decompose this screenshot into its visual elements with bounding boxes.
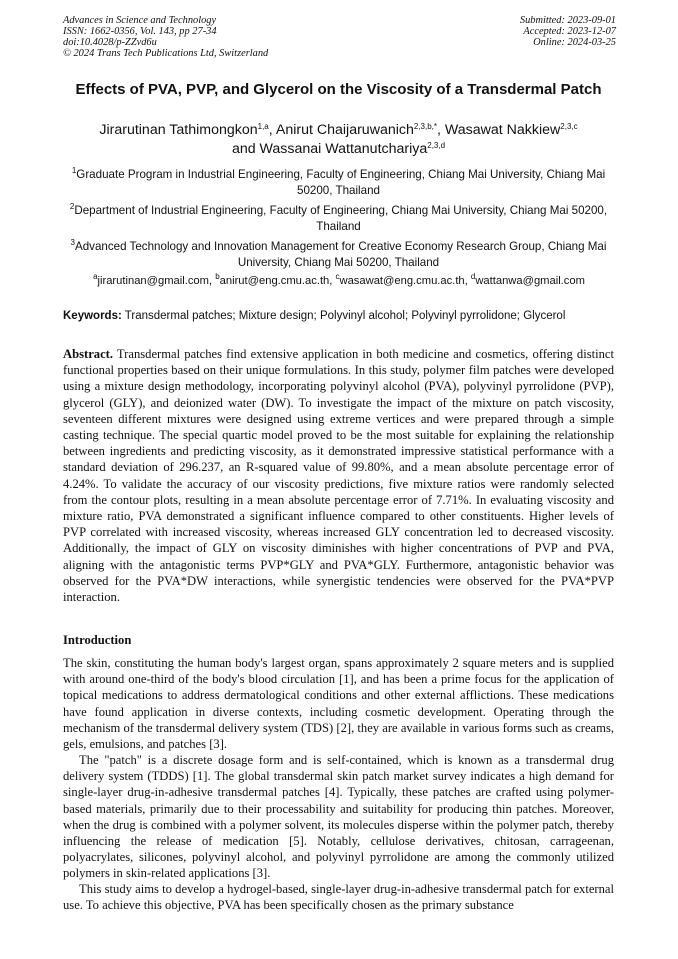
author-name: Jirarutinan Tathimongkon: [99, 122, 258, 138]
accepted-date: Accepted: 2023-12-07: [523, 26, 616, 37]
affiliation-number: 1: [71, 166, 77, 175]
email-superscript: d: [470, 272, 476, 281]
email-superscript: c: [335, 272, 340, 281]
author-superscript: 2,3,c: [560, 122, 578, 131]
author-separator: ,: [437, 122, 445, 138]
affiliation-number: 3: [70, 238, 75, 247]
affiliation-1: [62, 167, 615, 198]
author-name: Wasawat Nakkiew: [444, 122, 561, 138]
introduction-paragraph-2: The "patch" is a discrete dosage form and is self-contained, which is known as a transdermal drug delivery system (TDDS) [1]. The global transdermal skin patch market survey indicates a high demand for single-layer drug-in-adhesive transdermal patches [4]. Typically, these patches are crafted using polymer-based materials, primarily due to their processability and suitability for producing thin patches. Moreover, when the drug is combined with a polymer solvent, its molecules disperse within the polymer patch, thereby influencing the release of medication [5]. Notably, cellulose derivatives, chitosan, carrageenan, polyacrylates, silicones, polyvinyl alcohol, and polyvinyl pyrrolidone are among the commonly utilized polymers in skin-related applications [3].: [63, 753, 614, 881]
doi-line: doi:10.4028/p-ZZvd6u: [63, 37, 157, 48]
email-address[interactable]: wasawat@eng.cmu.ac.th,: [339, 275, 471, 287]
introduction-paragraph-1: The skin, constituting the human body's largest organ, spans approximately 2 square meters and is supplied with around one-third of the body's blood circulation [1], and has been a prime focus for the application of topical medications to address dermatological conditions and other external afflictions. These medications have found application in diverse contexts, including cosmetic development. Operating through the mechanism of the transdermal delivery system (TDS) [2], they are available in various forms such as creams, gels, emulsions, and patches [3].: [63, 656, 614, 752]
email-superscript: b: [215, 272, 220, 281]
introduction-paragraph-3: This study aims to develop a hydrogel-based, single-layer drug-in-adhesive transdermal patch for external use. To achieve this objective, PVA has been specifically chosen as the primary substance: [63, 882, 614, 913]
email-address[interactable]: wattanwa@gmail.com: [475, 275, 585, 287]
issn-line: ISSN: 1662-0356, Vol. 143, pp 27-34: [63, 26, 217, 37]
affiliation-2: [62, 203, 615, 234]
author-superscript: 2,3,b,*: [413, 122, 438, 131]
abstract-text: Transdermal patches find extensive application in both medicine and cosmetics, offering distinct functional properties based on their unique formulations. In this study, polymer film patches were developed using a mixture design methodology, incorporating polyvinyl alcohol (PVA), polyvinyl pyrrolidone (PVP), glycerol (GLY), and deionized water (DW). To investigate the impact of the mixture on patch viscosity, seventeen different mixtures were designed using extreme vertices and were prepared through a simple casting technique. The special quartic model proved to be the most suitable for explaining the relationship between ingredients and predicting viscosity, as it demonstrated impressive statistical performance with a standard deviation of 296.237, an R-squared value of 99.80%, and a mean absolute percentage error of 4.24%. To validate the accuracy of our viscosity predictions, five mixture ratios were randomly selected from the contour plots, resulting in a mean absolute percentage error of 7.71%. In evaluating viscosity and mixture ratio, PVA demonstrated a significant influence compared to other constituents. Higher levels of PVP correlated with increased viscosity, whereas increased GLY concentration led to decreased viscosity. Additionally, the impact of GLY on viscosity diminishes with higher concentrations of PVP and PVA, aligning with the antagonistic terms PVP*GLY and PVA*GLY. Furthermore, antagonistic behavior was observed for the PVA*DW interactions, while synergistic tendencies were observed for the PVA*PVP interaction.: [63, 347, 614, 605]
affiliation-3: [62, 239, 615, 270]
affiliation-text: Advanced Technology and Innovation Management for Creative Economy Research Group, Chiang Mai University, Chiang Mai 50200, Thailand: [74, 240, 607, 269]
author-separator: ,: [268, 122, 276, 138]
keywords-text: Transdermal patches; Mixture design; Polyvinyl alcohol; Polyvinyl pyrrolidone; Glycerol: [121, 310, 566, 322]
online-date: Online: 2024-03-25: [533, 37, 616, 48]
author-list: [55, 121, 622, 159]
submitted-date: Submitted: 2023-09-01: [519, 15, 616, 26]
keywords-line: [63, 309, 623, 324]
affiliation-number: 2: [69, 202, 75, 211]
header-left: [63, 15, 268, 59]
affiliation-text: Department of Industrial Engineering, Faculty of Engineering, Chiang Mai University, Chiang Mai 50200, Thailand: [74, 204, 608, 233]
email-superscript: a: [93, 272, 98, 281]
email-line: [60, 274, 618, 289]
affiliation-text: Graduate Program in Industrial Engineering, Faculty of Engineering, Chiang Mai University, Chiang Mai 50200, Thailand: [76, 168, 606, 197]
email-address[interactable]: anirut@eng.cmu.ac.th,: [219, 275, 336, 287]
author-name: and Wassanai Wattanutchariya: [231, 141, 428, 157]
abstract-label: Abstract.: [63, 347, 114, 361]
paper-title: Effects of PVA, PVP, and Glycerol on the Viscosity of a Transdermal Patch: [75, 81, 602, 98]
copyright-line: © 2024 Trans Tech Publications Ltd, Switzerland: [63, 48, 269, 59]
journal-name: Advances in Science and Technology: [63, 15, 217, 26]
keywords-label: Keywords:: [63, 310, 122, 322]
author-superscript: 1,a: [257, 122, 269, 131]
email-address[interactable]: jirarutinan@gmail.com,: [97, 275, 216, 287]
introduction-heading: Introduction: [63, 633, 132, 647]
abstract: [63, 346, 614, 605]
author-superscript: 2,3,d: [427, 141, 446, 150]
header-right: [520, 15, 616, 48]
author-name: Anirut Chaijaruwanich: [275, 122, 414, 138]
